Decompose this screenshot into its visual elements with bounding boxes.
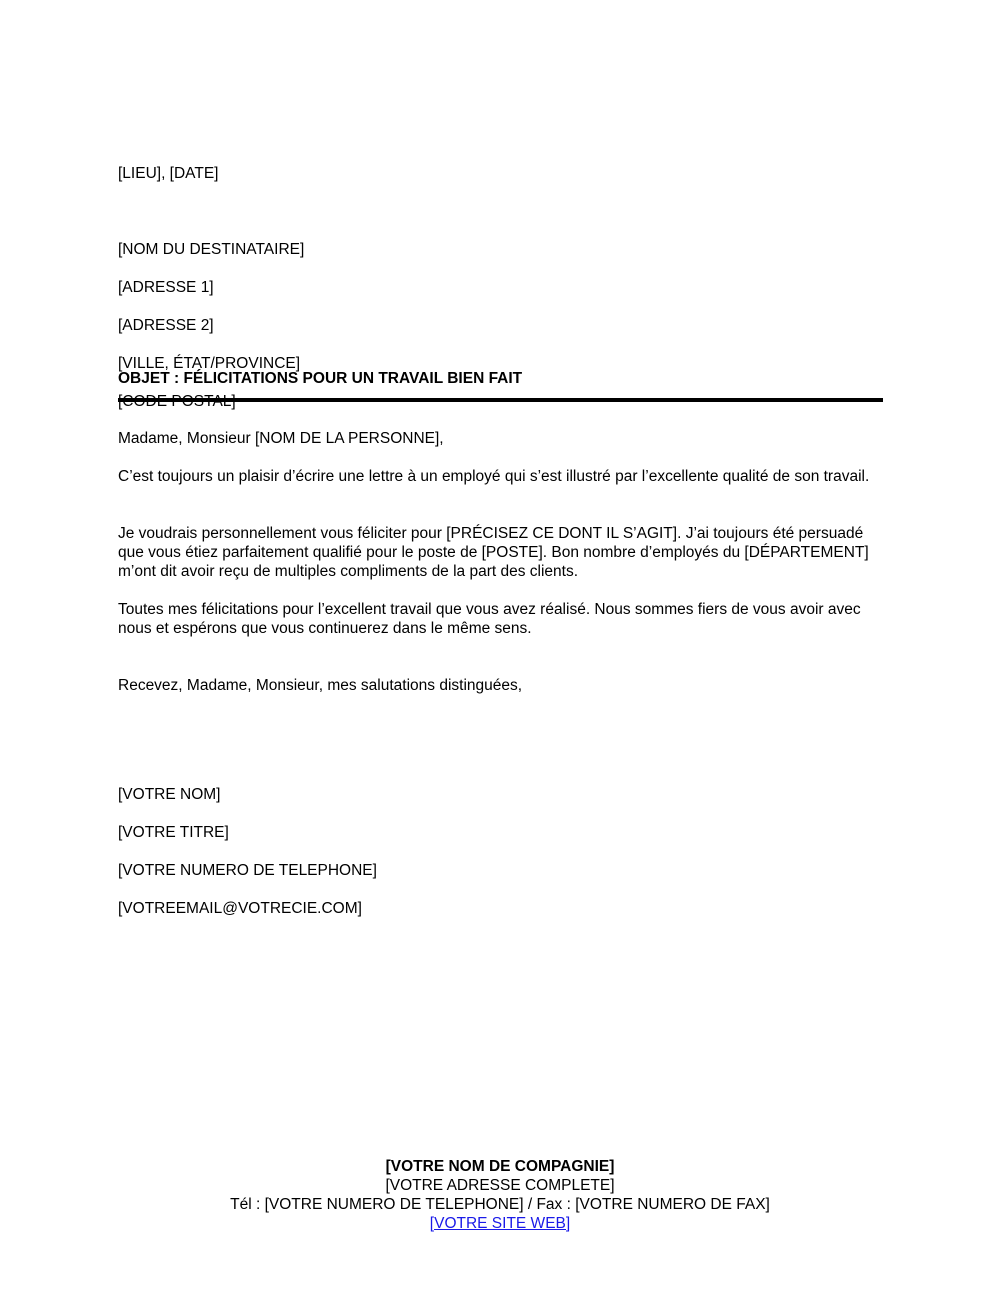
recipient-name: [NOM DU DESTINATAIRE] <box>118 241 305 258</box>
dateline: [LIEU], [DATE] <box>118 165 219 182</box>
company-address: [VOTRE ADRESSE COMPLETE] <box>385 1177 615 1194</box>
salutation: Madame, Monsieur [NOM DE LA PERSONNE], <box>118 430 444 447</box>
sender-email: [VOTREEMAIL@VOTRECIE.COM] <box>118 900 362 917</box>
recipient-address-1: [ADRESSE 1] <box>118 279 214 296</box>
company-phone-fax: Tél : [VOTRE NUMERO DE TELEPHONE] / Fax : [VOTRE NUMERO DE FAX] <box>230 1196 770 1213</box>
recipient-postal-code: [CODE POSTAL] <box>118 393 236 410</box>
recipient-city-state: [VILLE, ÉTAT/PROVINCE] <box>118 355 301 372</box>
company-website-link[interactable]: [VOTRE SITE WEB] <box>429 1215 571 1232</box>
signature-block <box>118 766 883 937</box>
sender-title: [VOTRE TITRE] <box>118 824 229 841</box>
body-paragraph-2: Je voudrais personnellement vous féliciter pour [PRÉCISEZ CE DONT IL S’AGIT]. J’ai toujours été persuadé que vous étiez parfaitement qualifié pour le poste de [POSTE]. Bon nombre d’employés du [DÉPARTEMENT] m’ont dit avoir reçu de multiples compliments de la part des clients. <box>118 525 869 580</box>
recipient-address-2: [ADRESSE 2] <box>118 317 214 334</box>
closing-line: Recevez, Madame, Monsieur, mes salutations distinguées, <box>118 677 523 694</box>
sender-phone: [VOTRE NUMERO DE TELEPHONE] <box>118 862 377 879</box>
company-footer <box>0 1157 1000 1233</box>
body-paragraph-3: Toutes mes félicitations pour l’excellent travail que vous avez réalisé. Nous sommes fiers de vous avoir avec nous et espérons que vous continuerez dans le même sens. <box>118 601 861 637</box>
subject-line: OBJET : FÉLICITATIONS POUR UN TRAVAIL BIEN FAIT <box>118 369 883 402</box>
body-paragraph-1: C’est toujours un plaisir d’écrire une lettre à un employé qui s’est illustré par l’excellente qualité de son travail. <box>118 468 870 485</box>
company-name: [VOTRE NOM DE COMPAGNIE] <box>385 1158 615 1175</box>
sender-name: [VOTRE NOM] <box>118 786 221 803</box>
